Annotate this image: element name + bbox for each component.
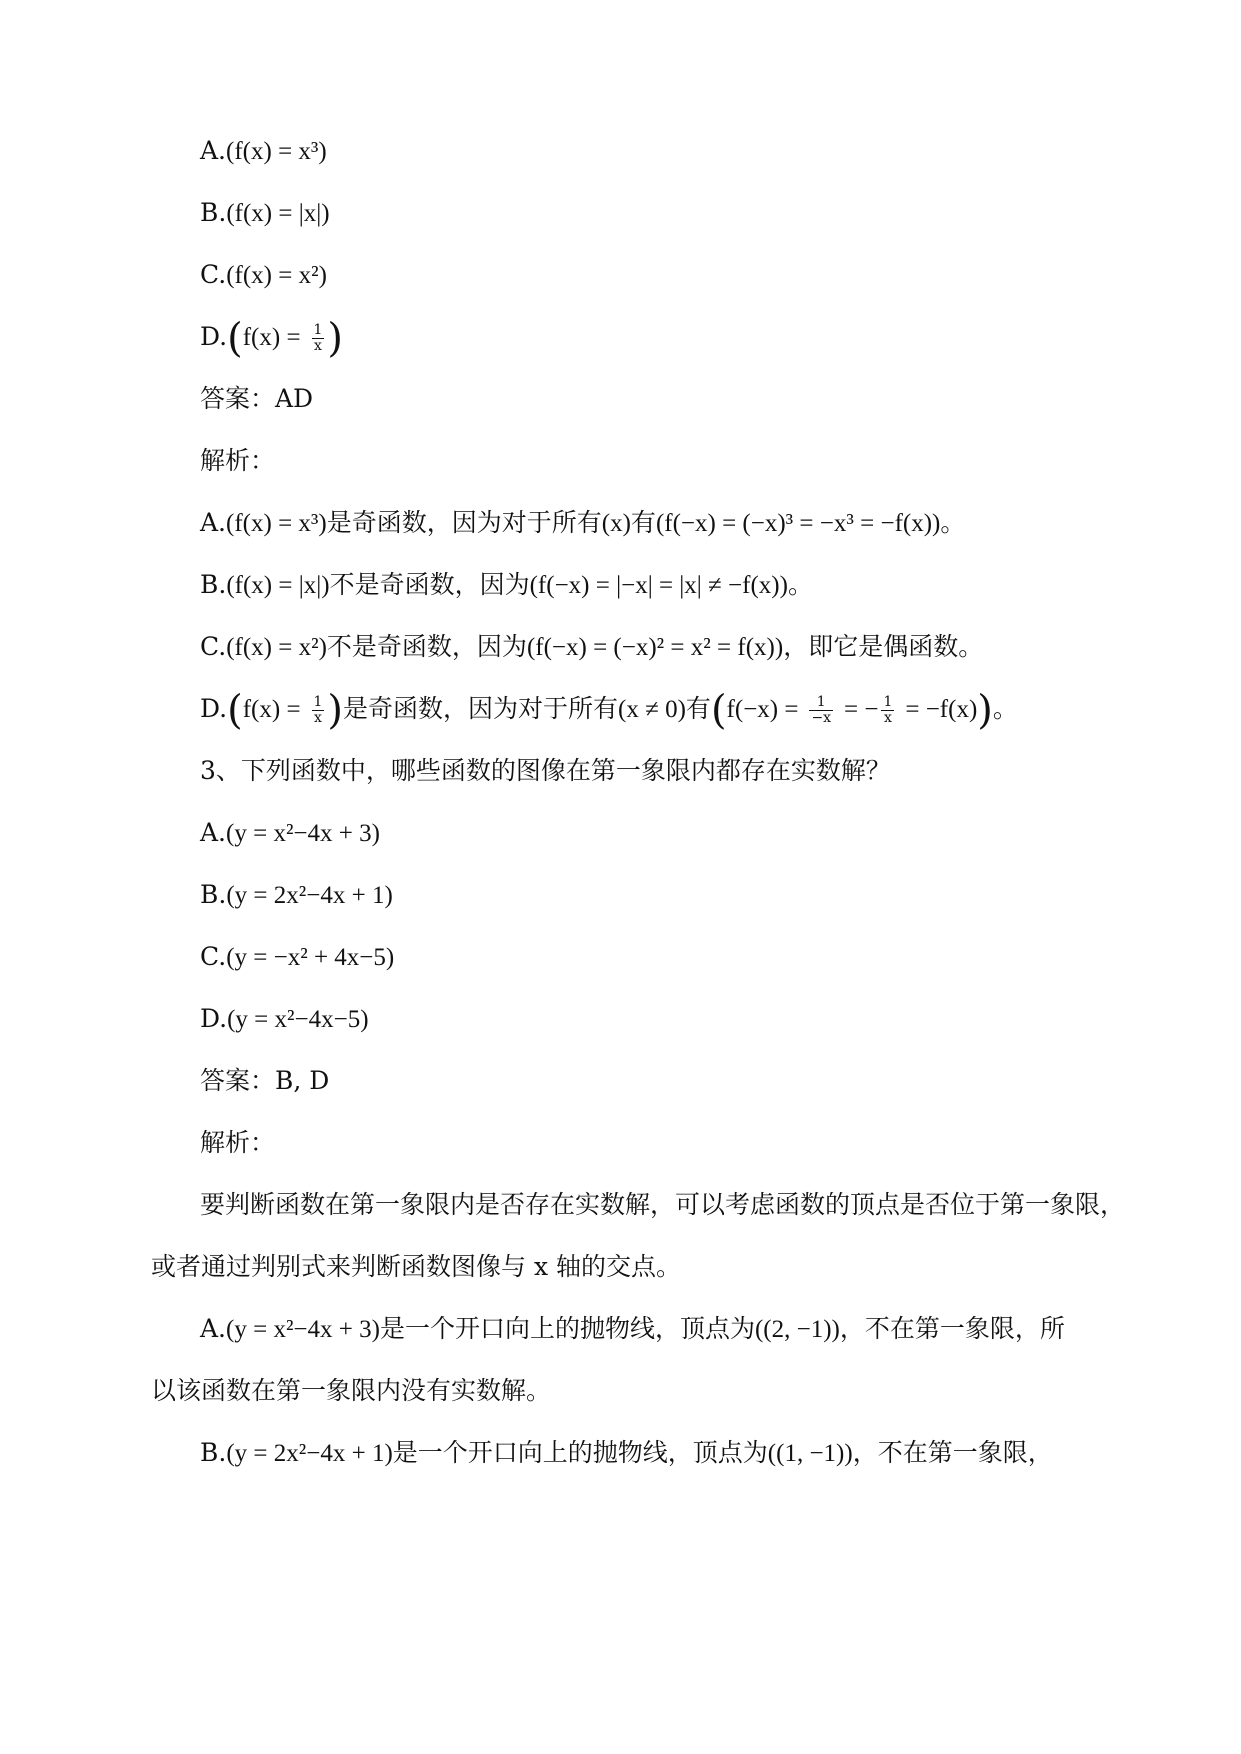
q3-analysis-b: B.(y = 2x²−4x + 1)是一个开口向上的抛物线，顶点为((1, −1))，不在第一象限， [200, 1438, 1053, 1467]
q3-option-d: D.(y = x²−4x−5) [200, 1004, 369, 1033]
fraction: $\frac{1}{x}$ [313, 322, 323, 354]
q2-option-c: C.(f(x) = x²) [200, 260, 327, 289]
q3-intro-line1: 要判断函数在第一象限内是否存在实数解，可以考虑函数的顶点是否位于第一象限， [200, 1190, 1126, 1219]
q3-analysis-label: 解析： [200, 1128, 276, 1157]
q2-analysis-b: B.(f(x) = |x|)不是奇函数，因为(f(−x) = |−x| = |x| ≠ −f(x))。 [200, 570, 813, 599]
fraction: $\frac{1}{-x}$ [811, 694, 832, 726]
q3-option-b: B.(y = 2x²−4x + 1) [200, 880, 393, 909]
q2-analysis-c: C.(f(x) = x²)不是奇函数，因为(f(−x) = (−x)² = x² = f(x))，即它是偶函数。 [200, 632, 984, 661]
q2-analysis-label: 解析： [200, 446, 276, 475]
q2-option-d: D.(f(x) = $\frac{1}{x}$ ) [200, 315, 344, 362]
q3-option-c: C.(y = −x² + 4x−5) [200, 942, 395, 971]
q2-analysis-a: A.(f(x) = x³)是奇函数，因为对于所有(x)有(f(−x) = (−x)³ = −x³ = −f(x))。 [200, 508, 966, 537]
q2-analysis-d: D.(f(x) = $\frac{1}{x}$ )是奇函数，因为对于所有(x ≠ 0)有(f(−x) = $\frac{1}{-x}$ = − $\frac{1}{x}$ = −f(x))。 [200, 687, 1018, 734]
fraction: $\frac{1}{x}$ [883, 694, 893, 726]
q3-analysis-a-line2: 以该函数在第一象限内没有实数解。 [151, 1376, 552, 1405]
q2-option-a: A.(f(x) = x³) [200, 136, 327, 165]
fraction: $\frac{1}{x}$ [313, 694, 323, 726]
q3-intro-line2: 或者通过判别式来判断函数图像与 x 轴的交点。 [151, 1252, 681, 1281]
q3-option-a: A.(y = x²−4x + 3) [200, 818, 380, 847]
q3-title: 3、下列函数中，哪些函数的图像在第一象限内都存在实数解？ [200, 756, 891, 785]
q3-answer: 答案：B, D [200, 1066, 330, 1095]
q3-analysis-a: A.(y = x²−4x + 3)是一个开口向上的抛物线，顶点为((2, −1))，不在第一象限，所 [200, 1314, 1065, 1343]
q2-answer: 答案：AD [200, 384, 314, 413]
q2-option-b: B.(f(x) = |x|) [200, 198, 330, 227]
